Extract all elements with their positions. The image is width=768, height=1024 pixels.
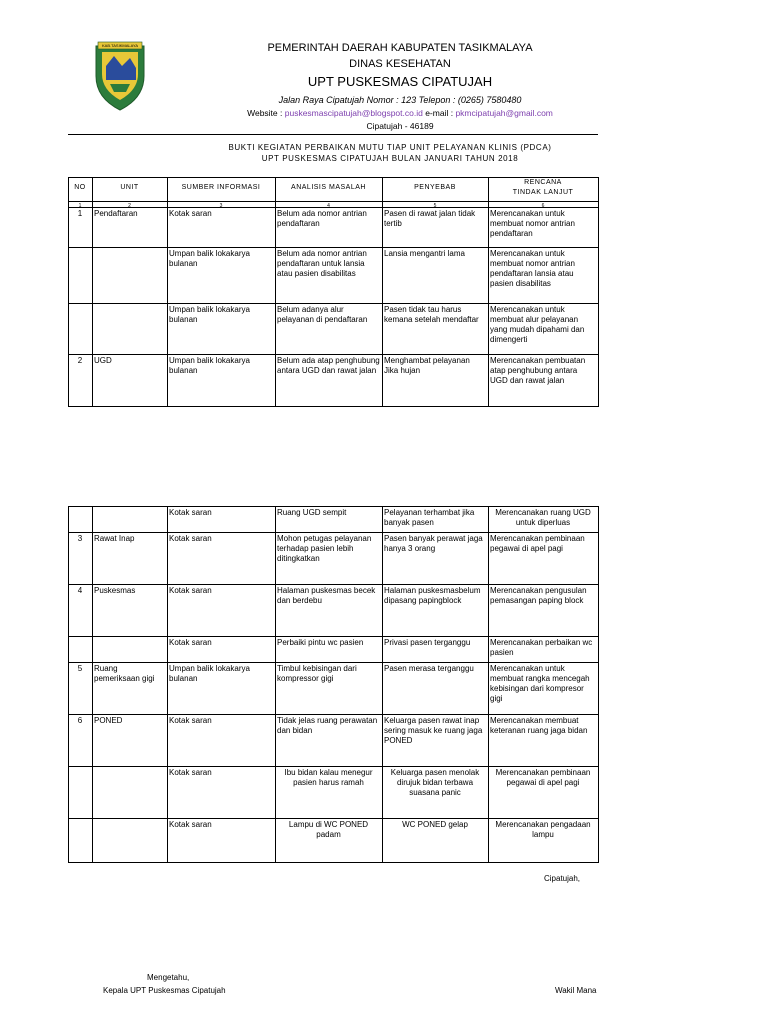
cell-sumber: Kotak saran — [169, 716, 212, 725]
header-contact — [200, 108, 600, 118]
col-header-penyebab: PENYEBAB — [414, 184, 456, 191]
cell-no: 5 — [77, 664, 83, 673]
cell-rencana: Merencanakan ruang UGD untuk diperluas — [495, 508, 591, 527]
cell-analisis: Mohon petugas pelayanan terhadap pasien lebih ditingkatkan — [277, 534, 372, 563]
kabupaten-emblem-logo — [92, 40, 148, 112]
table-grid-vline — [167, 177, 168, 407]
table-grid-hline — [68, 406, 598, 407]
cell-sumber: Kotak saran — [169, 508, 212, 517]
cell-penyebab: Menghambat pelayanan Jika hujan — [384, 356, 470, 375]
cell-no: 2 — [77, 356, 83, 365]
cell-unit — [94, 508, 165, 532]
cell-penyebab: Halaman puskesmasbelum dipasang papingblock — [384, 586, 481, 605]
header-divider — [68, 134, 598, 135]
table-grid-vline — [382, 177, 383, 407]
cell-analisis: Belum adanya alur pelayanan di pendaftaran — [277, 305, 368, 324]
cell-sumber: Umpan balik lokakarya bulanan — [169, 664, 250, 683]
cell-unit: Rawat Inap — [94, 534, 135, 543]
table-grid-vline — [68, 177, 69, 407]
cell-no: 1 — [77, 209, 83, 218]
cell-penyebab: Lansia mengantri lama — [384, 249, 465, 258]
cell-analisis: Belum ada nomor antrian pendaftaran untuk lansia atau pasien disabilitas — [277, 249, 367, 278]
cell-analisis: Halaman puskesmas becek dan berdebu — [277, 586, 376, 605]
table-grid-hline — [68, 662, 598, 663]
cell-no — [70, 508, 90, 532]
table-grid-vline — [598, 177, 599, 407]
table-grid-hline — [68, 532, 598, 533]
cell-unit: Ruang pemeriksaan gigi — [94, 664, 155, 683]
table-grid-hline — [68, 247, 598, 248]
cell-unit: UGD — [94, 356, 112, 365]
col-header-rencana: RENCANA TINDAK LANJUT — [512, 179, 574, 196]
cell-sumber: Kotak saran — [169, 209, 212, 218]
email-label: e-mail : — [422, 108, 456, 118]
cell-sumber: Kotak saran — [169, 820, 212, 829]
col-number: 2 — [128, 203, 131, 209]
table-grid-vline — [167, 506, 168, 863]
email-link[interactable]: pkmcipatujah@gmail.com — [455, 108, 553, 118]
cell-rencana: Merencanakan membuat keteranan ruang jaga bidan — [490, 716, 588, 735]
website-label: Website : — [247, 108, 285, 118]
cell-rencana: Merencanakan perbaikan wc pasien — [490, 638, 593, 657]
cell-sumber: Kotak saran — [169, 534, 212, 543]
cell-sumber: Umpan balik lokakarya bulanan — [169, 356, 250, 375]
cell-no — [70, 820, 90, 862]
cell-rencana: Merencanakan pembinaan pegawai di apel pagi — [490, 534, 585, 553]
website-link[interactable]: puskesmascipatujah@blogspot.co.id — [284, 108, 423, 118]
col-number: 1 — [78, 203, 82, 209]
cell-analisis: Tidak jelas ruang perawatan dan bidan — [277, 716, 378, 735]
logo-ribbon-text: KAB.TASIKMALAYA — [101, 43, 139, 49]
table-grid-vline — [92, 177, 93, 407]
cell-unit: Puskesmas — [94, 586, 136, 595]
table-grid-vline — [275, 177, 276, 407]
table-grid-hline — [68, 862, 598, 863]
table-grid-hline — [68, 636, 598, 637]
col-header-no: NO — [74, 184, 86, 191]
cell-rencana: Merencanakan pengadaan lampu — [495, 820, 591, 839]
cell-unit: Pendaftaran — [94, 209, 138, 218]
col-number: 6 — [541, 203, 545, 209]
footer-wakil: Wakil Mana — [555, 986, 597, 995]
cell-penyebab: Pasen di rawat jalan tidak tertib — [384, 209, 476, 228]
table-grid-hline — [68, 506, 598, 507]
footer-kepala: Kepala UPT Puskesmas Cipatujah — [103, 986, 226, 995]
cell-rencana: Merencanakan pembinaan pegawai di apel pagi — [495, 768, 591, 787]
col-number: 4 — [327, 203, 330, 209]
cell-sumber: Umpan balik lokakarya bulanan — [169, 305, 250, 324]
cell-penyebab: Keluarga pasen menolak dirujuk bidan terbawa suasana panic — [390, 768, 480, 797]
cell-analisis: Perbaiki pintu wc pasien — [277, 638, 364, 647]
table-grid-hline — [68, 584, 598, 585]
header-line1: PEMERINTAH DAERAH KABUPATEN TASIKMALAYA — [267, 42, 533, 54]
cell-penyebab: Pasen banyak perawat jaga hanya 3 orang — [384, 534, 483, 553]
col-header-analisis: ANALISIS MASALAH — [291, 184, 366, 191]
cell-penyebab: Keluarga pasen rawat inap sering masuk ke ruang jaga PONED — [384, 716, 483, 745]
col-number: 3 — [219, 203, 223, 209]
cell-analisis: Lampu di WC PONED padam — [288, 820, 369, 839]
header-line3: UPT PUSKESMAS CIPATUJAH — [307, 74, 493, 89]
footer-place-date: Cipatujah, — [544, 874, 581, 883]
cell-analisis: Ruang UGD sempit — [277, 508, 347, 517]
doc-title-line2: UPT PUSKESMAS CIPATUJAH BULAN JANUARI TAHUN 2018 — [261, 154, 519, 163]
header-address: Jalan Raya Cipatujah Nomor : 123 Telepon : (0265) 7580480 — [278, 95, 522, 105]
table-grid-hline — [68, 303, 598, 304]
header-line2: DINAS KESEHATAN — [349, 58, 451, 70]
cell-analisis: Timbul kebisingan dari kompressor gigi — [277, 664, 357, 683]
cell-rencana: Merencanakan untuk membuat alur pelayanan yang mudah dipahami dan dimengerti — [490, 305, 585, 344]
cell-rencana: Merencanakan pengusulan pemasangan paping block — [490, 586, 587, 605]
table-grid-hline — [68, 818, 598, 819]
cell-sumber: Kotak saran — [169, 586, 212, 595]
col-header-sumber: SUMBER INFORMASI — [181, 184, 261, 191]
cell-unit — [94, 249, 165, 303]
cell-penyebab: WC PONED gelap — [402, 820, 468, 829]
table-grid-vline — [382, 506, 383, 863]
cell-no — [70, 638, 90, 662]
cell-unit — [94, 638, 165, 662]
col-header-unit: UNIT — [120, 184, 139, 191]
cell-penyebab: Privasi pasen terganggu — [384, 638, 471, 647]
cell-unit: PONED — [94, 716, 123, 725]
cell-analisis: Ibu bidan kalau menegur pasien harus ramah — [284, 768, 373, 787]
cell-analisis: Belum ada nomor antrian pendaftaran — [277, 209, 367, 228]
table-grid-hline — [68, 354, 598, 355]
cell-penyebab: Pasen tidak tau harus kemana setelah mendaftar — [384, 305, 479, 324]
cell-no — [70, 249, 90, 303]
table-grid-vline — [68, 506, 69, 863]
cell-penyebab: Pelayanan terhambat jika banyak pasen — [384, 508, 475, 527]
cell-unit — [94, 768, 165, 818]
cell-sumber: Umpan balik lokakarya bulanan — [169, 249, 250, 268]
cell-no — [70, 305, 90, 354]
doc-title-line1: BUKTI KEGIATAN PERBAIKAN MUTU TIAP UNIT PELAYANAN KLINIS (PDCA) — [228, 143, 552, 152]
cell-penyebab: Pasen merasa terganggu — [384, 664, 474, 673]
cell-rencana: Merencanakan untuk membuat rangka mencegah kebisingan dari kompresor gigi — [490, 664, 590, 703]
table-grid-vline — [488, 177, 489, 407]
col-number: 5 — [433, 203, 437, 209]
cell-no: 4 — [77, 586, 83, 595]
cell-rencana: Merencanakan pembuatan atap penghubung antara UGD dan rawat jalan — [490, 356, 586, 385]
table-grid-vline — [488, 506, 489, 863]
cell-analisis: Belum ada atap penghubung antara UGD dan rawat jalan — [277, 356, 380, 375]
cell-no: 3 — [77, 534, 83, 543]
table-grid-vline — [275, 506, 276, 863]
table-grid-vline — [598, 506, 599, 863]
table-grid-hline — [68, 714, 598, 715]
cell-rencana: Merencanakan untuk membuat nomor antrian pendaftaran lansia atau pasien disabilitas — [490, 249, 575, 288]
header-city: Cipatujah - 46189 — [366, 121, 434, 131]
table-grid-hline — [68, 766, 598, 767]
cell-rencana: Merencanakan untuk membuat nomor antrian pendaftaran — [490, 209, 575, 238]
cell-sumber: Kotak saran — [169, 768, 212, 777]
cell-no — [70, 768, 90, 818]
footer-mengetahu: Mengetahu, — [147, 973, 190, 982]
cell-sumber: Kotak saran — [169, 638, 212, 647]
table-grid-vline — [92, 506, 93, 863]
cell-unit — [94, 305, 165, 354]
cell-no: 6 — [77, 716, 83, 725]
cell-unit — [94, 820, 165, 862]
